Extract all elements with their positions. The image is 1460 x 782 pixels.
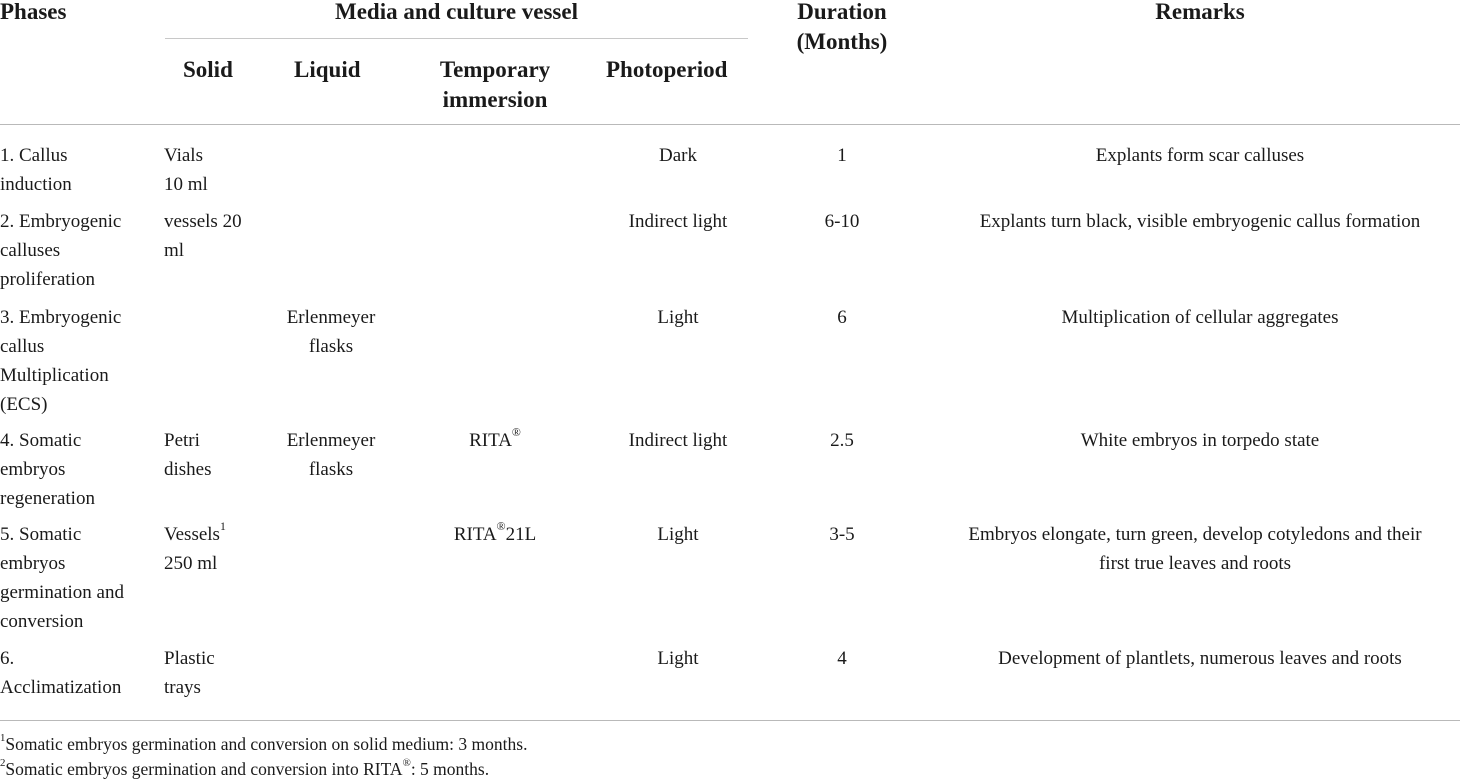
duration-cell: 3-5	[829, 524, 855, 545]
phase-cell: 3. Embryogenic callus Multiplication (ECS)	[0, 307, 122, 415]
remarks-cell: Development of plantlets, numerous leaves and roots	[998, 648, 1402, 669]
photoperiod-cell: Dark	[659, 145, 697, 166]
group-divider	[165, 38, 748, 39]
duration-cell: 6	[837, 307, 847, 328]
duration-cell: 6-10	[824, 211, 860, 232]
remarks-cell: Embryos elongate, turn green, develop cotyledons and their first true leaves and roots	[968, 524, 1422, 574]
duration-cell: 1	[837, 145, 847, 166]
phase-cell: 5. Somatic embryos germination and conversion	[0, 524, 124, 632]
header-photoperiod: Photoperiod	[606, 57, 728, 82]
header-temporary-immersion: Temporary immersion	[439, 57, 551, 112]
solid-cell: Plastic trays	[164, 648, 215, 698]
liquid-cell: Erlenmeyer flasks	[286, 430, 376, 480]
footnote-2: $^2$Somatic embryos germination and conversion into RITA®: 5 months.	[0, 757, 490, 779]
solid-cell: vessels 20 ml	[164, 211, 242, 261]
header-phases: Phases	[0, 0, 67, 24]
phase-cell: 6. Acclimatization	[0, 648, 122, 698]
photoperiod-cell: Indirect light	[628, 430, 728, 451]
remarks-cell: Multiplication of cellular aggregates	[1061, 307, 1339, 328]
photoperiod-cell: Light	[657, 524, 699, 545]
phase-cell: 1. Callus induction	[0, 145, 72, 195]
duration-cell: 2.5	[830, 430, 854, 451]
solid-cell: Petri dishes	[164, 430, 212, 480]
header-remarks: Remarks	[1155, 0, 1245, 24]
remarks-cell: White embryos in torpedo state	[1080, 430, 1320, 451]
duration-cell: 4	[837, 648, 847, 669]
remarks-cell: Explants form scar calluses	[1095, 145, 1305, 166]
solid-cell: Vessels$^1$ 250 ml	[164, 520, 226, 574]
phase-cell: 4. Somatic embryos regeneration	[0, 430, 95, 509]
temporary-cell: RITA®21L	[453, 520, 537, 545]
header-solid: Solid	[183, 57, 233, 82]
remarks-cell: Explants turn black, visible embryogenic callus formation	[979, 211, 1421, 232]
header-liquid: Liquid	[294, 57, 361, 82]
footnote-1: $^1$Somatic embryos germination and conversion on solid medium: 3 months.	[0, 732, 528, 754]
photoperiod-cell: Light	[657, 307, 699, 328]
phase-cell: 2. Embryogenic calluses proliferation	[0, 211, 122, 290]
solid-cell: Vials 10 ml	[164, 145, 208, 195]
header-duration: Duration (Months)	[796, 0, 888, 54]
header-rule	[0, 124, 1460, 125]
header-media-group: Media and culture vessel	[335, 0, 578, 24]
table-bottom-rule	[0, 720, 1460, 721]
photoperiod-cell: Indirect light	[628, 211, 728, 232]
liquid-cell: Erlenmeyer flasks	[286, 307, 376, 357]
photoperiod-cell: Light	[657, 648, 699, 669]
temporary-cell: RITA®	[469, 426, 521, 451]
